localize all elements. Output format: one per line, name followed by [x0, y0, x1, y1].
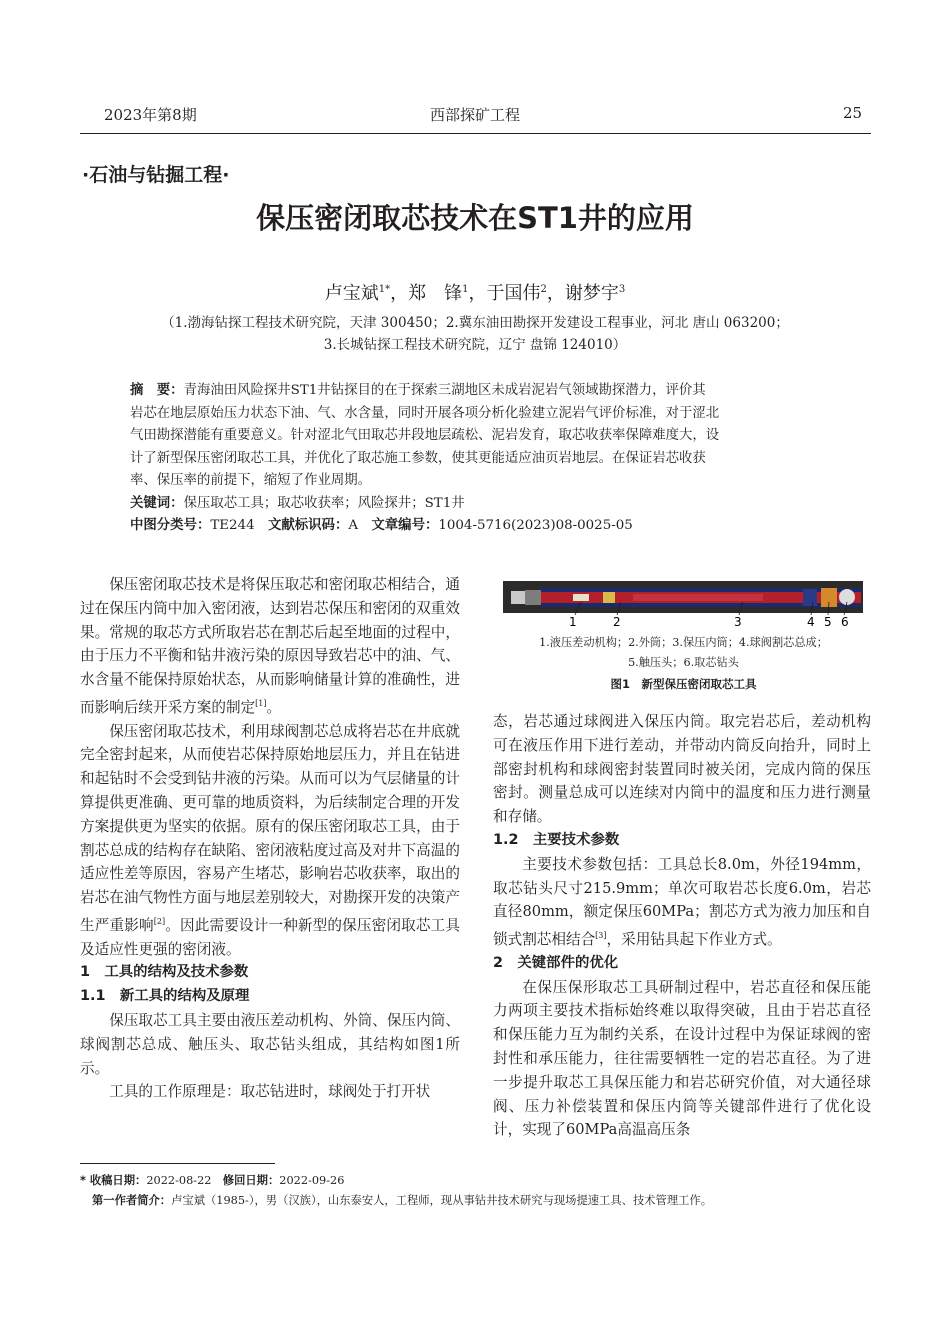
right-column	[493, 710, 871, 1142]
abstract: 摘 要：青海油田风险探井ST1井钻探目的在于探索三湖地区未成岩泥岩气领域勘探潜力，评价其 岩芯在地层原始压力状态下油、气、水含量，同时开展各项分析化验建立泥岩气评价标准，对于涩北 气田勘探潜能有重要意义。针对涩北气田取芯井段地层疏松、泥岩发育，取芯收获率保障难度大，设 计了新型保压密闭取芯工具，并优化了取芯施工参数，使其更能适应油页岩地层。在保证岩芯收获 率、保压率的前提下，缩短了作业周期。 关键词：保压取芯工具；取芯收获率；风险探井；ST1井 中图分类号：TE244 文献标识码：A 文章编号：1004-5716(2023)08-0025-05	[130, 380, 830, 538]
footnote-dates: * 收稿日期：2022-08-22 修回日期：2022-09-26	[80, 1174, 345, 1187]
coring-tool-diagram	[503, 578, 863, 630]
figure-1-image	[503, 578, 863, 630]
footnote-author: 第一作者简介：卢宝斌（1985-），男（汉族），山东泰安人，工程师，现从事钻井技术研究与现场提速工具、技术管理工作。	[92, 1194, 713, 1207]
paragraph: 主要技术参数包括：工具总长8.0m，外径194mm，取芯钻头尺寸215.9mm；单次可取岩芯长度6.0m，岩芯直径80mm，额定保压60MPa；割芯方式为液力加压和自锁式割芯相结合[3]，采用钻具起下作业方式。	[493, 855, 871, 949]
author-3: 于国伟	[486, 283, 541, 304]
figure-label-2: 2	[613, 615, 621, 629]
figure-legend-1: 1.液压差动机构；2.外筒；3.保压内筒；4.球阀割芯总成；	[539, 636, 828, 649]
header-rule	[80, 133, 871, 134]
heading-1: 1 工具的结构及技术参数	[80, 964, 249, 981]
author-4: 谢梦宇	[564, 283, 619, 304]
section-tag: ·石油与钻掘工程·	[82, 164, 230, 186]
figure-caption: 图1 新型保压密闭取芯工具	[610, 677, 757, 691]
page-number: 25	[843, 104, 863, 122]
paper-title: 保压密闭取芯技术在ST1井的应用	[256, 201, 694, 235]
figure-label-4: 4	[807, 615, 815, 629]
heading-1-2: 1.2 主要技术参数	[493, 831, 620, 848]
figure-label-5: 5	[824, 615, 832, 629]
journal-issue: 2023年第8期	[104, 106, 197, 124]
paragraph: 在保压保形取芯工具研制过程中，岩芯直径和保压能力两项主要技术指标始终难以取得突破，且由于岩芯直径和保压能力互为制约关系，在设计过程中为保证球阀的密封性和承压能力，往往需要牺牲一定的岩芯直径。为了进一步提升取芯工具保压能力和岩芯研究价值，对大通径球阀、压力补偿装置和保压内筒等关键部件进行了优化设计，实现了60MPa高温高压条	[493, 978, 871, 1139]
figure-label-6: 6	[841, 615, 849, 629]
paragraph: 态，岩芯通过球阀进入保压内筒。取完岩芯后，差动机构可在液压作用下进行差动，并带动内筒反向抬升，同时上部密封机构和球阀密封装置同时被关闭，完成内筒的保压密封。测量总成可以连续对内筒中的温度和压力进行测量和存储。	[493, 713, 871, 826]
figure-label-1: 1	[569, 615, 577, 629]
classification-line: 中图分类号：TE244 文献标识码：A 文章编号：1004-5716(2023)08-0025-05	[130, 518, 633, 533]
author-2: 郑 锋	[408, 283, 463, 304]
author-1: 卢宝斌	[324, 283, 379, 304]
paragraph: 保压密闭取芯技术，利用球阀割芯总成将岩芯在井底就完全密封起来，从而使岩芯保持原始地层压力，并且在钻进和起钻时不会受到钻井液的污染。从而可以为气层储量的计算提供更准确、更可靠的地质资料，为后续制定合理的开发方案提供更为坚实的依据。原有的保压密闭取芯工具，由于割芯总成的结构存在缺陷、密闭液粘度过高及对井下高温的适应性差等原因，容易产生堵芯，影响岩芯收获率，取出的岩芯在油气物性方面与地层差别较大，对勘探开发的决策产生严重影响[2]。因此需要设计一种新型的保压密闭取芯工具及适应性更强的密闭液。	[80, 722, 460, 958]
paragraph: 保压密闭取芯技术是将保压取芯和密闭取芯相结合，通过在保压内筒中加入密闭液，达到岩芯保压和密闭的双重效果。常规的取芯方式所取岩芯在割芯后起至地面的过程中，由于压力不平衡和钻井液污染的原因导致岩芯中的油、气、水含量不能保持原始状态，从而影响储量计算的准确性，进而影响后续开采方案的制定[1]。	[80, 576, 460, 716]
footnote-rule	[80, 1163, 275, 1164]
abstract-label: 摘 要：	[130, 383, 184, 398]
heading-2: 2 关键部件的优化	[493, 954, 619, 971]
figure-legend-2: 5.触压头；6.取芯钻头	[628, 656, 739, 669]
keywords-line: 关键词：保压取芯工具；取芯收获率；风险探井；ST1井	[130, 495, 465, 511]
paragraph: 工具的工作原理是：取芯钻进时，球阀处于打开状	[109, 1083, 431, 1101]
author-list: 卢宝斌$^{1*}$，郑 锋$^1$，于国伟$^2$，谢梦宇$^3$	[324, 283, 626, 304]
affiliation-line-1: （1.渤海钻探工程技术研究院，天津 300450；2.冀东油田勘探开发建设工程事业，河北 唐山 063200；	[161, 315, 789, 331]
left-column	[80, 573, 460, 1104]
heading-1-1: 1.1 新工具的结构及原理	[80, 988, 250, 1005]
figure-label-3: 3	[734, 615, 742, 629]
paragraph: 保压取芯工具主要由液压差动机构、外筒、保压内筒、球阀割芯总成、触压头、取芯钻头组成，其结构如图1所示。	[80, 1012, 460, 1077]
journal-name: 西部探矿工程	[429, 106, 520, 124]
affiliation-line-2: 3.长城钻探工程技术研究院，辽宁 盘锦 124010）	[323, 337, 627, 353]
